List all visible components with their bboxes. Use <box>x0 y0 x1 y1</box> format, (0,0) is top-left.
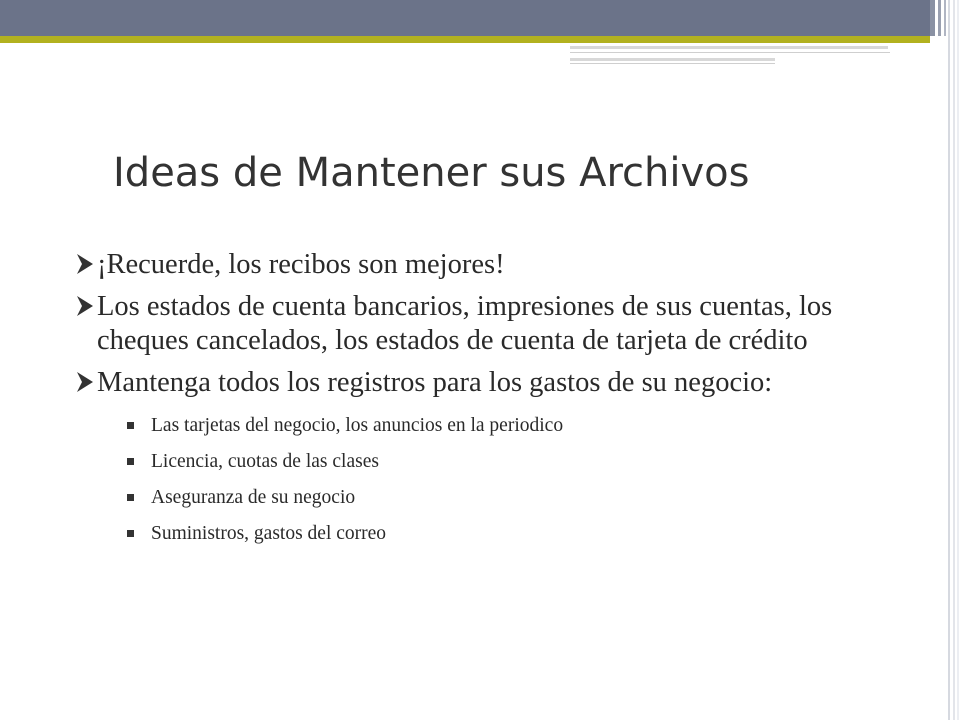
header-band-accent-3 <box>944 0 946 36</box>
decor-line-4 <box>570 63 775 64</box>
bullet-list <box>75 248 875 558</box>
slide-title: Ideas de Mantener sus Archivos <box>113 150 750 196</box>
bullet-item <box>75 290 875 358</box>
bullet-item <box>75 366 875 546</box>
bullet-text: ¡Recuerde, los recibos son mejores! <box>97 249 505 280</box>
decor-line-1 <box>570 46 888 49</box>
header-band-accent-1 <box>930 0 935 36</box>
bullet-item <box>75 248 875 282</box>
sub-bullet-text: Aseguranza de su negocio <box>151 487 356 508</box>
square-bullet-icon <box>127 422 134 429</box>
right-edge-line-1 <box>948 0 950 720</box>
header-band <box>0 0 930 36</box>
right-edge-line-3 <box>957 0 959 720</box>
square-bullet-icon <box>127 530 134 537</box>
bullet-text: Los estados de cuenta bancarios, impresiones de sus cuentas, los cheques cancelados, los estados de cuenta de tarjeta de crédito <box>97 291 833 356</box>
header-band-accent-2 <box>938 0 941 36</box>
decor-line-2 <box>570 52 890 53</box>
sub-bullet-item <box>127 450 875 474</box>
arrowhead-bullet-icon <box>75 370 95 394</box>
sub-bullet-text: Licencia, cuotas de las clases <box>151 451 379 472</box>
sub-bullet-list <box>97 414 875 546</box>
sub-bullet-text: Las tarjetas del negocio, los anuncios en la periodico <box>151 415 564 436</box>
sub-bullet-item <box>127 486 875 510</box>
accent-bar <box>0 36 930 43</box>
arrowhead-bullet-icon <box>75 252 95 276</box>
square-bullet-icon <box>127 494 134 501</box>
arrowhead-bullet-icon <box>75 294 95 318</box>
decor-line-3 <box>570 58 775 61</box>
sub-bullet-item <box>127 522 875 546</box>
right-edge-line-2 <box>953 0 955 720</box>
bullet-text: Mantenga todos los registros para los gastos de su negocio: <box>97 367 773 398</box>
sub-bullet-text: Suministros, gastos del correo <box>151 523 387 544</box>
sub-bullet-item <box>127 414 875 438</box>
square-bullet-icon <box>127 458 134 465</box>
